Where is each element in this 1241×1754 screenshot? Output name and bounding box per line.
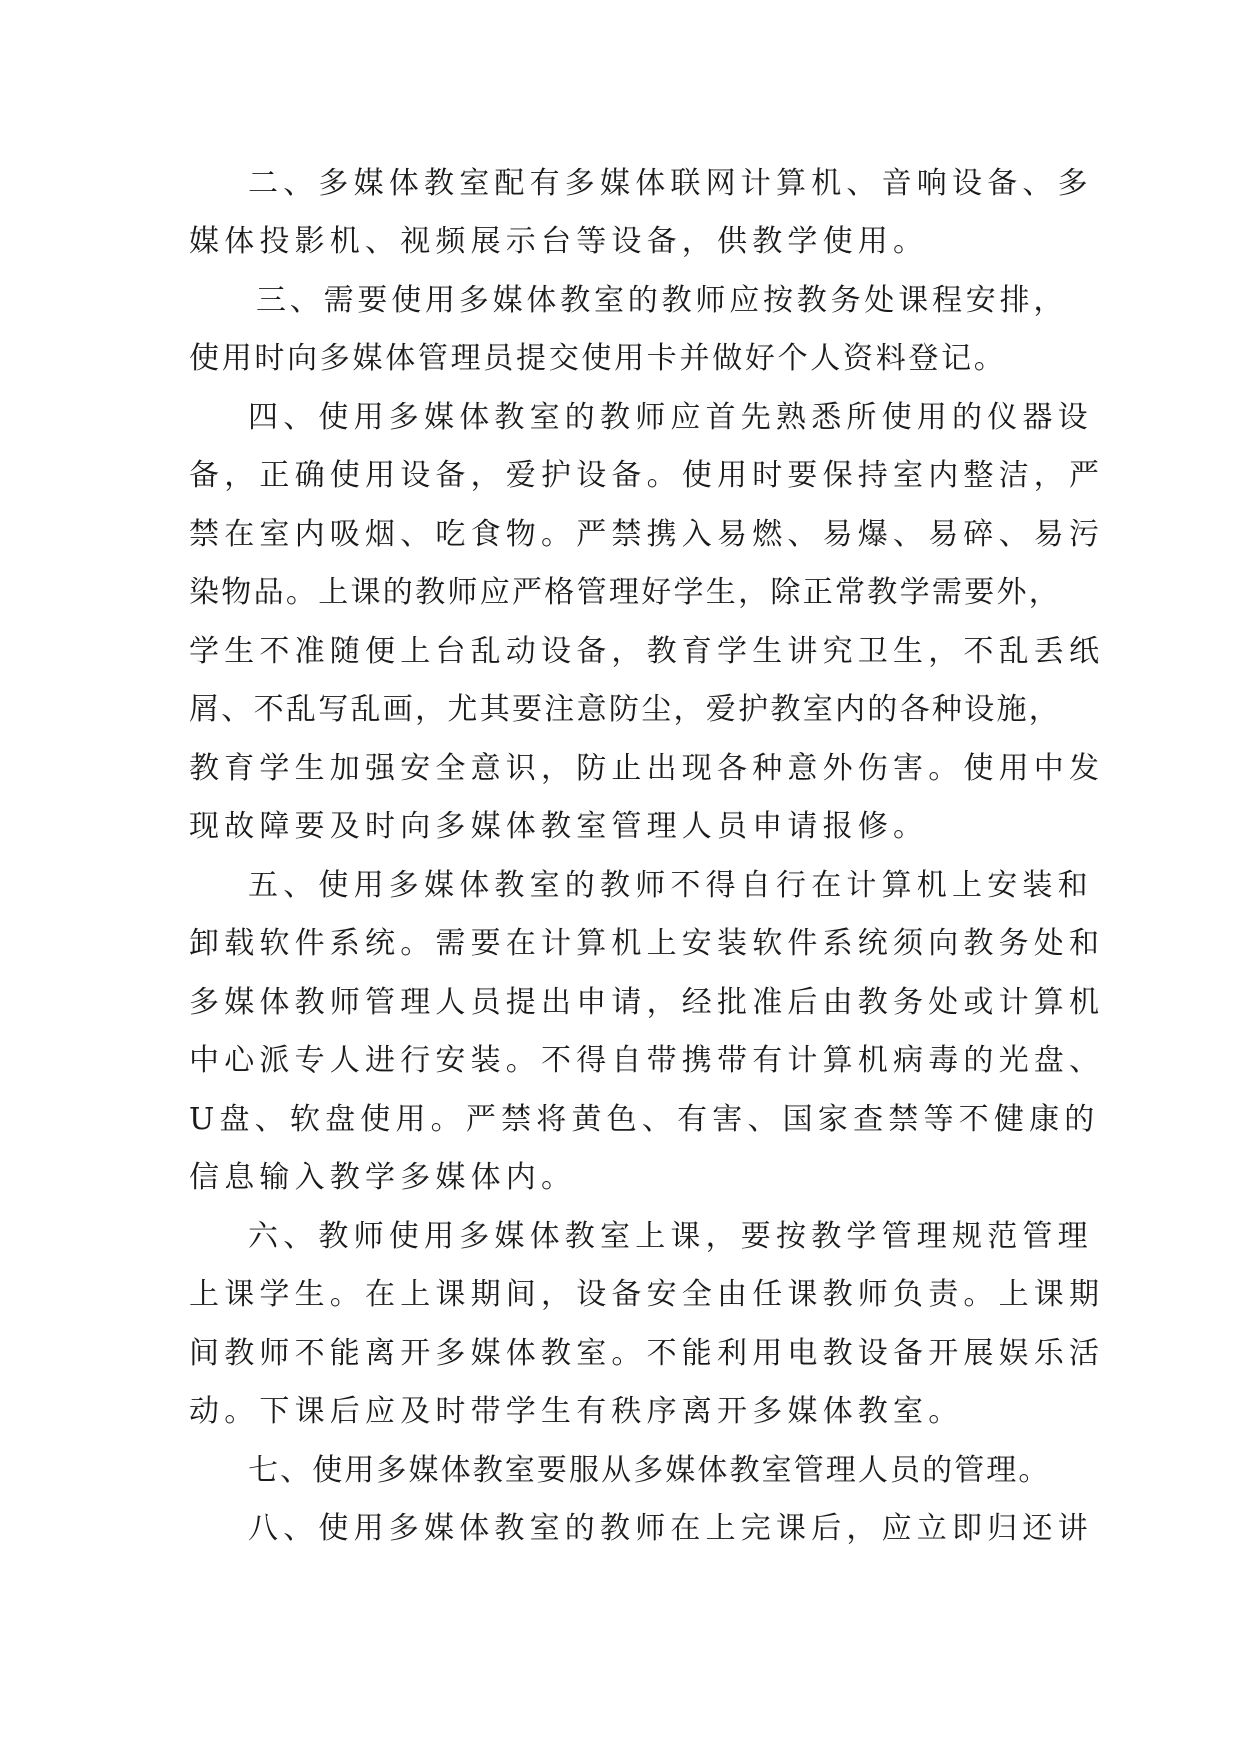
paragraph-6-line-4: 动。下课后应及时带学生有秩序离开多媒体教室。	[189, 1394, 964, 1429]
paragraph-4-line-7: 教育学生加强安全意识，防止出现各种意外伤害。使用中发	[189, 751, 1105, 786]
paragraph-5-line-2: 卸载软件系统。需要在计算机上安装软件系统须向教务处和	[189, 926, 1105, 961]
paragraph-3-line-2: 使用时向多媒体管理员提交使用卡并做好个人资料登记。	[189, 341, 1007, 376]
paragraph-6-line-3: 间教师不能离开多媒体教室。不能利用电教设备开展娱乐活	[189, 1336, 1105, 1371]
paragraph-2-line-2: 媒体投影机、视频展示台等设备，供教学使用。	[189, 224, 929, 259]
paragraph-6-line-2: 上课学生。在上课期间，设备安全由任课教师负责。上课期	[189, 1277, 1105, 1312]
paragraph-5-line-5: U盘、软盘使用。严禁将黄色、有害、国家查禁等不健康的	[189, 1102, 1100, 1137]
paragraph-5-line-1: 五、使用多媒体教室的教师不得自行在计算机上安装和	[248, 868, 1093, 903]
paragraph-5-line-4: 中心派专人进行安装。不得自带携带有计算机病毒的光盘、	[189, 1043, 1105, 1078]
paragraph-2-line-1: 二、多媒体教室配有多媒体联网计算机、音响设备、多	[248, 166, 1093, 201]
paragraph-4-line-1: 四、使用多媒体教室的教师应首先熟悉所使用的仪器设	[248, 400, 1093, 435]
paragraph-6-line-1: 六、教师使用多媒体教室上课，要按教学管理规范管理	[248, 1219, 1093, 1254]
paragraph-4-line-6: 屑、不乱写乱画，尤其要注意防尘，爱护教室内的各种设施，	[189, 692, 1062, 727]
paragraph-7-line-1: 七、使用多媒体教室要服从多媒体教室管理人员的管理。	[248, 1453, 1051, 1488]
paragraph-4-line-2: 备，正确使用设备，爱护设备。使用时要保持室内整洁，严	[189, 458, 1105, 493]
paragraph-4-line-4: 染物品。上课的教师应严格管理好学生，除正常教学需要外，	[189, 575, 1062, 610]
paragraph-8-line-1: 八、使用多媒体教室的教师在上完课后，应立即归还讲	[248, 1511, 1093, 1546]
paragraph-5-line-6: 信息输入教学多媒体内。	[189, 1160, 577, 1195]
paragraph-3-line-1: 三、需要使用多媒体教室的教师应按教务处课程安排，	[256, 283, 1068, 318]
paragraph-4-line-5: 学生不准随便上台乱动设备，教育学生讲究卫生，不乱丢纸	[189, 634, 1105, 669]
paragraph-5-line-3: 多媒体教师管理人员提出申请，经批准后由教务处或计算机	[189, 985, 1105, 1020]
paragraph-4-line-8: 现故障要及时向多媒体教室管理人员申请报修。	[189, 809, 929, 844]
paragraph-4-line-3: 禁在室内吸烟、吃食物。严禁携入易燃、易爆、易碎、易污	[189, 517, 1105, 552]
